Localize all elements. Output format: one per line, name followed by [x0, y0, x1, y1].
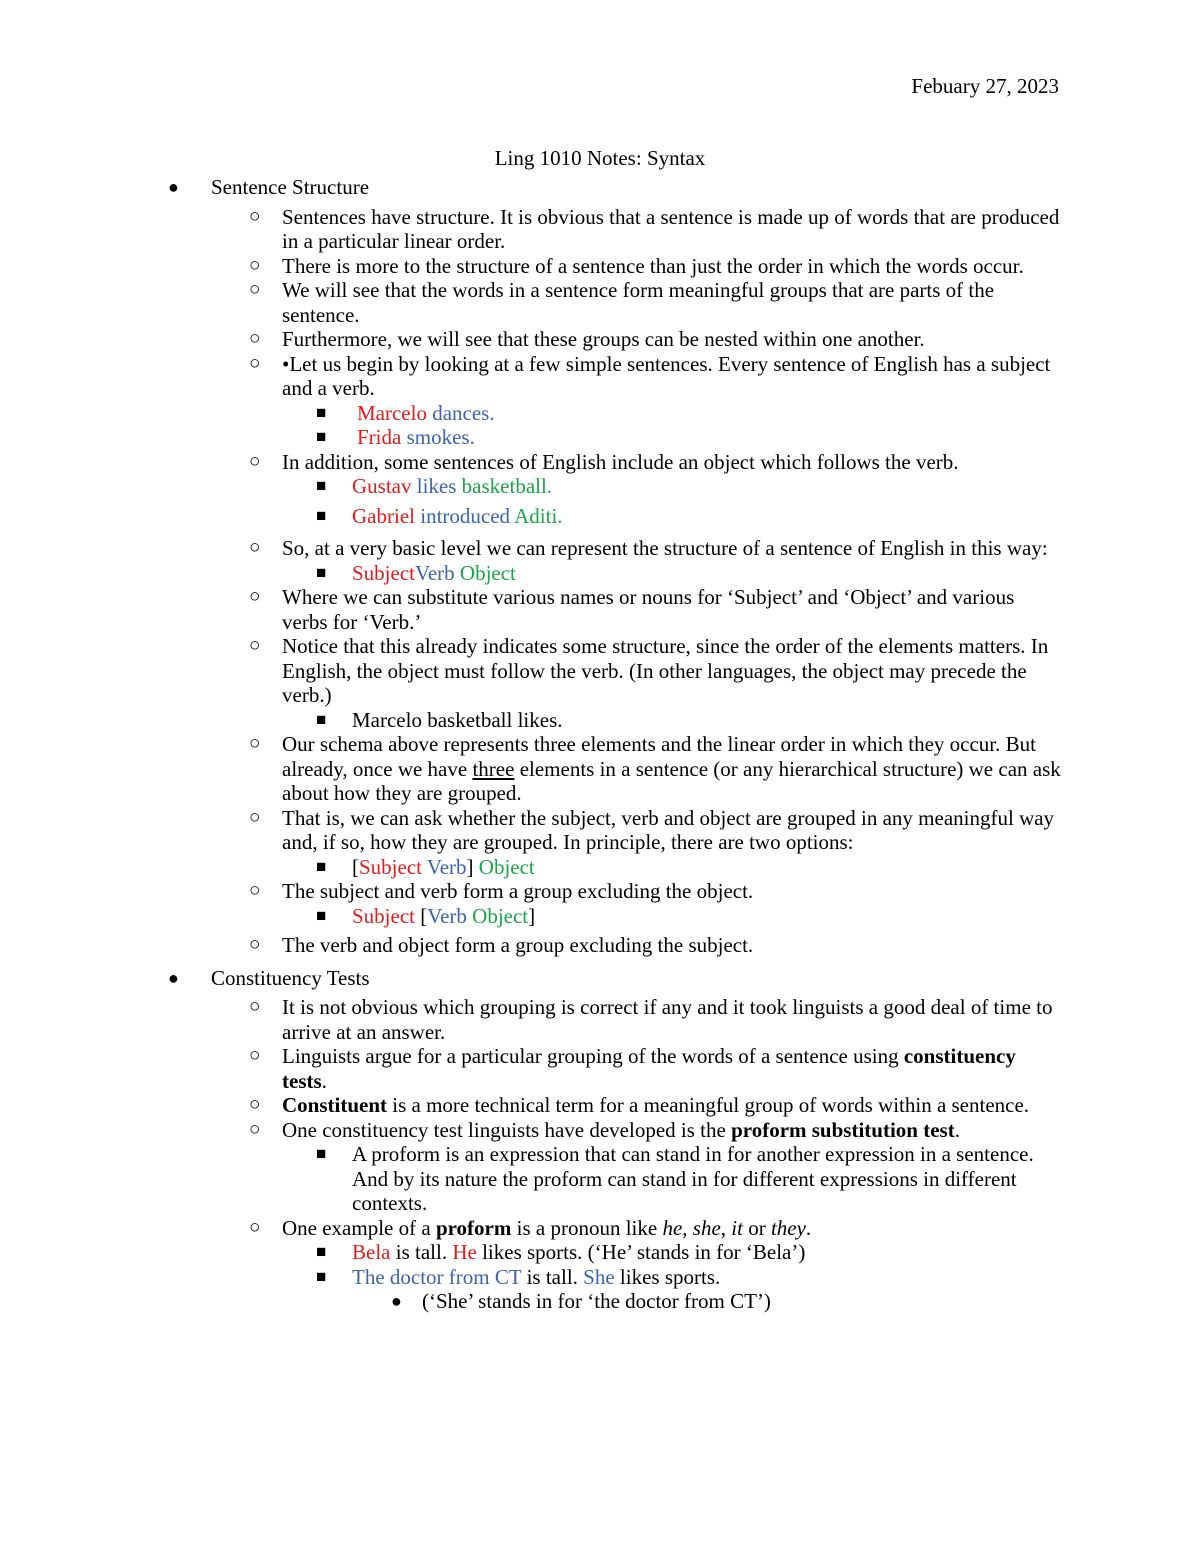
- circle-bullet-icon: ○: [249, 934, 261, 955]
- example-sentence: [316, 425, 1052, 450]
- circle-bullet-icon: ○: [249, 996, 261, 1017]
- item-text: Linguists argue for a particular grouping of the words of a sentence using constituency tests.: [282, 1044, 1016, 1093]
- example-subject: Gabriel: [352, 503, 415, 528]
- item-text: There is more to the structure of a sentence than just the order in which the words occur.: [282, 253, 1024, 278]
- item-text: In addition, some sentences of English include an object which follows the verb.: [282, 449, 959, 474]
- circle-bullet-icon: ○: [249, 537, 261, 558]
- example-verb: smokes.: [406, 425, 475, 449]
- list-item: [249, 995, 1062, 1044]
- open-bracket: [: [352, 854, 359, 879]
- list-item: [249, 732, 1062, 806]
- section-heading-constituency-tests: [168, 965, 1061, 991]
- square-bullet-icon: ■: [316, 905, 327, 925]
- list-item: [249, 278, 1062, 327]
- example-verb: dances.: [432, 400, 495, 425]
- example-subject: Gustav: [352, 474, 412, 498]
- circle-bullet-icon: ○: [249, 806, 261, 828]
- close-bracket: ]: [528, 903, 536, 928]
- schema-object: Object: [459, 560, 516, 585]
- circle-bullet-icon: ○: [249, 733, 261, 754]
- document-title: Ling 1010 Notes: Syntax: [494, 146, 706, 170]
- list-item: [249, 253, 1062, 279]
- grouping-verb: Verb: [427, 903, 467, 928]
- document-date: Febuary 27, 2023: [911, 74, 1059, 98]
- close-bracket: ]: [466, 854, 474, 879]
- heading-text: Sentence Structure: [211, 175, 370, 199]
- bold-term: proform: [435, 1215, 512, 1240]
- item-text: The subject and verb form a group excluding the object.: [282, 879, 754, 903]
- list-item: [249, 1215, 1062, 1241]
- disc-bullet-icon: ●: [168, 177, 179, 197]
- list-item: [249, 1117, 1062, 1143]
- list-item: [249, 933, 1062, 958]
- list-item: [249, 585, 1062, 634]
- circle-bullet-icon: ○: [249, 635, 261, 656]
- item-text: That is, we can ask whether the subject, verb and object are grouped in any meaningful way and, if so, how they are grouped. In principle, there are two options:: [282, 805, 1055, 854]
- grouping-example: [316, 903, 1052, 929]
- list-item: [249, 805, 1062, 855]
- square-bullet-icon: ■: [316, 476, 327, 495]
- list-item: [391, 1289, 1052, 1314]
- example-text: The doctor from CT is tall. She likes sports.: [352, 1264, 721, 1289]
- example-verb: introduced: [420, 503, 511, 528]
- schema-subject: Subject: [352, 560, 415, 585]
- item-text: A proform is an expression that can stand in for another expression in a sentence. And by its nature the proform can stand in for different expressions in different contexts.: [352, 1142, 1034, 1215]
- list-item: [249, 879, 1062, 904]
- underlined-word: three: [472, 756, 515, 781]
- circle-bullet-icon: ○: [249, 1118, 261, 1140]
- grouping-object: Object: [472, 903, 529, 928]
- item-text: •Let us begin by looking at a few simple sentences. Every sentence of English has a subject and a verb.: [282, 351, 1051, 400]
- item-text: One constituency test linguists have developed is the proform substitution test.: [282, 1117, 960, 1142]
- item-text: It is not obvious which grouping is correct if any and it took linguists a good deal of time to arrive at an answer.: [282, 995, 1053, 1044]
- circle-bullet-icon: ○: [249, 328, 261, 349]
- item-text: Notice that this already indicates some structure, since the order of the elements matters. In English, the object must follow the verb. (In other languages, the object may precede the verb.): [282, 634, 1049, 707]
- list-item: [249, 634, 1062, 708]
- list-item: [249, 1093, 1062, 1118]
- item-text: One example of a proform is a pronoun like he, she, it or they.: [282, 1215, 812, 1240]
- grouping-example: [316, 854, 1052, 880]
- bold-term: proform substitution test: [731, 1117, 955, 1142]
- square-bullet-icon: ■: [316, 709, 327, 729]
- example-sentence: [316, 707, 1052, 733]
- item-text: We will see that the words in a sentence form meaningful groups that are parts of the sentence.: [282, 278, 995, 327]
- list-item: [316, 1142, 1052, 1216]
- open-bracket: [: [420, 903, 428, 928]
- item-text: The verb and object form a group excluding the subject.: [282, 933, 754, 957]
- example-object: Aditi.: [514, 503, 563, 528]
- example-subject: Marcelo: [357, 400, 427, 425]
- example-subject: Frida: [357, 425, 402, 449]
- item-text: Sentences have structure. It is obvious that a sentence is made up of words that are produced in a particular linear order.: [282, 204, 1060, 253]
- list-item: [249, 351, 1062, 401]
- example-text: Bela is tall. He likes sports. (‘He’ stands in for ‘Bela’): [352, 1240, 806, 1264]
- circle-bullet-icon: ○: [249, 205, 261, 227]
- disc-bullet-icon: ●: [168, 967, 179, 988]
- circle-bullet-icon: ○: [249, 254, 261, 276]
- item-text: So, at a very basic level we can represent the structure of a sentence of English in this way:: [282, 536, 1048, 560]
- square-bullet-icon: ■: [316, 562, 327, 582]
- square-bullet-icon: ■: [316, 1242, 327, 1261]
- list-item: [249, 536, 1062, 561]
- schema-verb: Verb: [415, 560, 455, 585]
- example-verb: likes: [416, 474, 457, 498]
- circle-bullet-icon: ○: [249, 1045, 261, 1066]
- schema-example: [316, 560, 1052, 586]
- disc-bullet-icon: ●: [391, 1291, 402, 1311]
- circle-bullet-icon: ○: [249, 1094, 261, 1115]
- grouping-verb: Verb: [426, 854, 467, 879]
- circle-bullet-icon: ○: [249, 450, 261, 472]
- circle-bullet-icon: ○: [249, 279, 261, 300]
- section-heading-sentence-structure: [168, 175, 1061, 200]
- example-sentence: [316, 503, 1052, 529]
- square-bullet-icon: ■: [316, 427, 327, 446]
- example-object: basketball.: [461, 474, 553, 498]
- square-bullet-icon: ■: [316, 1266, 327, 1286]
- example-sentence: [316, 474, 1052, 499]
- example-sentence: [316, 400, 1052, 426]
- example-sentence: [316, 1264, 1052, 1290]
- circle-bullet-icon: ○: [249, 880, 261, 901]
- item-text: (‘She’ stands in for ‘the doctor from CT’): [422, 1289, 771, 1313]
- list-item: [249, 204, 1062, 254]
- list-item: [249, 1044, 1062, 1093]
- heading-text: Constituency Tests: [211, 965, 370, 990]
- item-text: Our schema above represents three elements and the linear order in which they occur. But already, once we have three elements in a sentence (or any hierarchical structure) we can ask about how they are grouped.: [282, 732, 1061, 805]
- square-bullet-icon: ■: [316, 1144, 327, 1163]
- grouping-object: Object: [478, 854, 535, 879]
- example-text: Marcelo basketball likes.: [352, 707, 563, 732]
- item-text: Where we can substitute various names or nouns for ‘Subject’ and ‘Object’ and various verbs for ‘Verb.’: [282, 585, 1015, 634]
- circle-bullet-icon: ○: [249, 352, 261, 374]
- grouping-subject: Subject: [352, 903, 415, 928]
- circle-bullet-icon: ○: [249, 1216, 261, 1238]
- item-text: Constituent is a more technical term for a meaningful group of words within a sentence.: [282, 1093, 1030, 1117]
- list-item: [249, 449, 1062, 475]
- bold-term: Constituent: [282, 1093, 388, 1117]
- square-bullet-icon: ■: [316, 505, 327, 525]
- square-bullet-icon: ■: [316, 856, 327, 876]
- notes-body: [0, 175, 1200, 1314]
- example-sentence: [316, 1240, 1052, 1265]
- list-item: [249, 327, 1062, 352]
- item-text: Furthermore, we will see that these groups can be nested within one another.: [282, 327, 925, 351]
- circle-bullet-icon: ○: [249, 586, 261, 607]
- square-bullet-icon: ■: [316, 402, 327, 422]
- bold-term: constituency tests: [282, 1044, 1016, 1093]
- grouping-subject: Subject: [359, 854, 422, 879]
